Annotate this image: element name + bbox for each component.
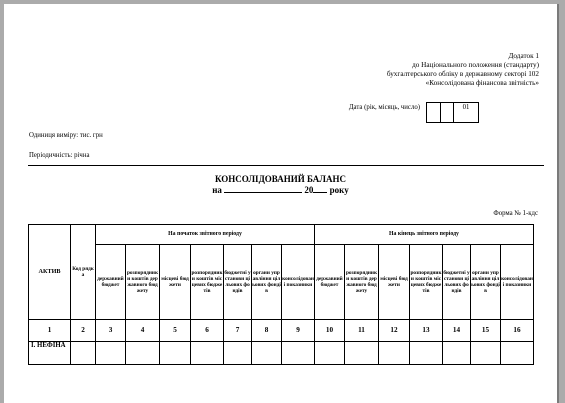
unit-label: Одиниця виміру: тис. грн: [29, 132, 103, 139]
table-cell: [345, 342, 379, 365]
sub-col-trust-fund-institutions: бюджетні установи цільових фондів: [443, 245, 471, 320]
col-number: 15: [471, 320, 501, 342]
table-cell: [224, 342, 252, 365]
table-cell: [160, 342, 191, 365]
date-label: Дата (рік, місяць, число): [348, 104, 420, 111]
table-cell: [471, 342, 501, 365]
row-label-nonfinancial: І. НЕФІНА: [29, 342, 71, 365]
table-cell: [410, 342, 443, 365]
table-row: [29, 342, 534, 365]
title-date-blank: [224, 185, 302, 193]
col-number: 2: [71, 320, 96, 342]
col-number: 7: [224, 320, 252, 342]
title-year-blank: [313, 185, 327, 193]
title-date-prefix: на: [212, 185, 222, 195]
col-number: 4: [126, 320, 160, 342]
date-month-cell: [453, 102, 479, 123]
sub-col-state-budget-managers: розпорядники коштів державного бюджету: [126, 245, 160, 320]
sub-col-state-budget: державний бюджет: [96, 245, 126, 320]
date-day-cell: [440, 102, 454, 123]
title-year-prefix: 20: [304, 185, 314, 195]
col-number: 3: [96, 320, 126, 342]
document-title: КОНСОЛІДОВАНИЙ БАЛАНС: [215, 174, 346, 184]
table-cell: [96, 342, 126, 365]
document-title-date: [4, 185, 557, 195]
periodicity-label: Періодичність: річна: [29, 152, 90, 159]
table-cell: [282, 342, 315, 365]
col-number: 10: [315, 320, 345, 342]
appendix-line-2: до Національного положення (стандарту): [412, 61, 539, 69]
col-header-code: Код рядка: [71, 225, 96, 320]
col-number: 14: [443, 320, 471, 342]
sub-col-local-budgets: місцеві бюджети: [160, 245, 191, 320]
date-year-cell: [426, 102, 441, 123]
appendix-line-3: бухгалтерського обліку в державному секторі 102: [386, 70, 539, 78]
col-number: 11: [345, 320, 379, 342]
sub-col-consolidated: консолідовані показники: [501, 245, 534, 320]
table-cell: [252, 342, 282, 365]
sub-col-consolidated: консолідовані показники: [282, 245, 315, 320]
col-number: 1: [29, 320, 71, 342]
table-cell: [71, 342, 96, 365]
sub-col-trust-fund-bodies: органи управління цільових фондів: [471, 245, 501, 320]
col-number: 12: [379, 320, 410, 342]
sub-col-trust-fund-institutions: бюджетні установи цільових фондів: [224, 245, 252, 320]
col-number: 16: [501, 320, 534, 342]
appendix-line-1: Додаток 1: [508, 52, 539, 60]
table-cell: [191, 342, 224, 365]
col-group-end: На кінець звітного періоду: [315, 225, 534, 245]
table-cell: [501, 342, 534, 365]
date-month-value: 01: [462, 104, 470, 111]
col-number: 8: [252, 320, 282, 342]
appendix-line-4: «Консолідована фінансова звітність»: [425, 79, 539, 87]
sub-col-state-budget: державний бюджет: [315, 245, 345, 320]
table-cell: [315, 342, 345, 365]
title-date-suffix: року: [329, 185, 349, 195]
table-cell: [379, 342, 410, 365]
col-number: 5: [160, 320, 191, 342]
form-number: Форма № 1-кдс: [493, 210, 538, 217]
sub-col-local-budget-managers: розпорядники коштів місцевих бюджетів: [191, 245, 224, 320]
col-number: 9: [282, 320, 315, 342]
col-header-aktiv: АКТИВ: [29, 225, 71, 320]
sub-col-trust-fund-bodies: органи управління цільових фондів: [252, 245, 282, 320]
document-page: [4, 4, 559, 403]
sub-col-local-budget-managers: розпорядники коштів місцевих бюджетів: [410, 245, 443, 320]
table-cell: [443, 342, 471, 365]
col-number: 13: [410, 320, 443, 342]
sub-col-state-budget-managers: розпорядники коштів державного бюджету: [345, 245, 379, 320]
col-group-start: На початок звітного періоду: [96, 225, 315, 245]
col-number: 6: [191, 320, 224, 342]
balance-table: [28, 224, 534, 365]
separator-line: [28, 165, 544, 166]
sub-col-local-budgets: місцеві бюджети: [379, 245, 410, 320]
table-cell: [126, 342, 160, 365]
